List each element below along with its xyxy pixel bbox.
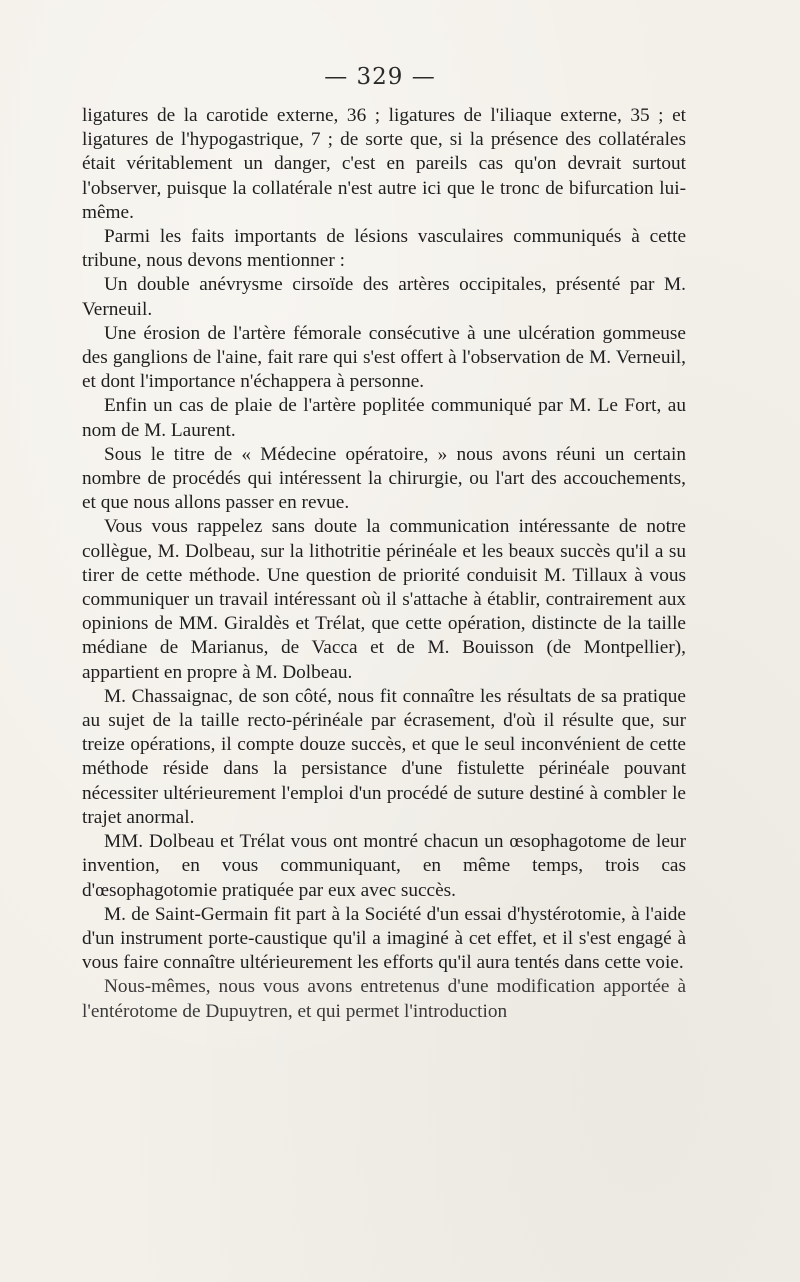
paragraph-hysterotomy: M. de Saint-Germain fit part à la Société d'un essai d'hystérotomie, à l'aide d'un instrument porte-caustique qu'il a imaginé à cet effet, et il s'est engagé à vous faire connaître ultérieurement les efforts qu'il aura tentés dans cette voie. xyxy=(82,903,686,974)
paragraph-continuation: ligatures de la carotide externe, 36 ; ligatures de l'iliaque externe, 35 ; et ligatures de l'hypogastrique, 7 ; de sorte que, si la présence des collatérales était véritablement un danger, c'est en pareils cas qu'on devrait surtout l'observer, puisque la collatérale n'est autre ici que le tronc de bifurcation lui-même. xyxy=(82,105,686,223)
paragraph-lithotrity: Vous vous rappelez sans doute la communication intéressante de notre collègue, M. Dolbeau, sur la lithotritie périnéale et les beaux succès qu'il a su tirer de cette méthode. Une question de priorité conduisit M. Tillaux à vous communiquer un travail intéressant où il s'attache à établir, contrairement aux opinions de MM. Giraldès et Trélat, que cette opération, distincte de la taille médiane de Marianus, de Vacca et de M. Bouisson (de Montpellier), appartient en propre à M. Dolbeau. xyxy=(82,516,686,683)
paragraph-aneurysm: Un double anévrysme cirsoïde des artères occipitales, présenté par M. Verneuil. xyxy=(82,274,686,320)
paragraph-chassaignac: M. Chassaignac, de son côté, nous fit connaître les résultats de sa pratique au sujet de la taille recto-périnéale par écrasement, d'où il résulte que, sur treize opérations, il compte douze succès, et que le seul inconvénient de cette méthode réside dans la persistance d'une fistulette périnéale pouvant nécessiter ultérieurement l'emploi d'un procédé de suture destiné à combler le trajet anormal. xyxy=(82,685,686,828)
paragraph-vascular-lesions: Parmi les faits importants de lésions vasculaires communiqués à cette tribune, nous devons mentionner : xyxy=(82,226,686,272)
paragraph-enterotome: Nous-mêmes, nous vous avons entretenus d'une modification apportée à l'entérotome de Dupuytren, et qui permet l'introduction xyxy=(82,976,686,1022)
page-number: — 329 — xyxy=(324,64,436,90)
paragraph-femoral-erosion: Une érosion de l'artère fémorale consécutive à une ulcération gommeuse des ganglions de l'aine, fait rare qui s'est offert à l'observation de M. Verneuil, et dont l'importance n'échappera à personne. xyxy=(82,322,686,393)
body-text xyxy=(82,104,686,1024)
paragraph-oesophagotomy: MM. Dolbeau et Trélat vous ont montré chacun un œsophagotome de leur invention, en vous communiquant, en même temps, trois cas d'œsophagotomie pratiquée par eux avec succès. xyxy=(82,831,686,901)
paragraph-popliteal-wound: Enfin un cas de plaie de l'artère poplitée communiqué par M. Le Fort, au nom de M. Laurent. xyxy=(82,395,686,441)
paragraph-operative-medicine: Sous le titre de « Médecine opératoire, » nous avons réuni un certain nombre de procédés qui intéressent la chirurgie, ou l'art des accouchements, et que nous allons passer en revue. xyxy=(82,443,686,514)
